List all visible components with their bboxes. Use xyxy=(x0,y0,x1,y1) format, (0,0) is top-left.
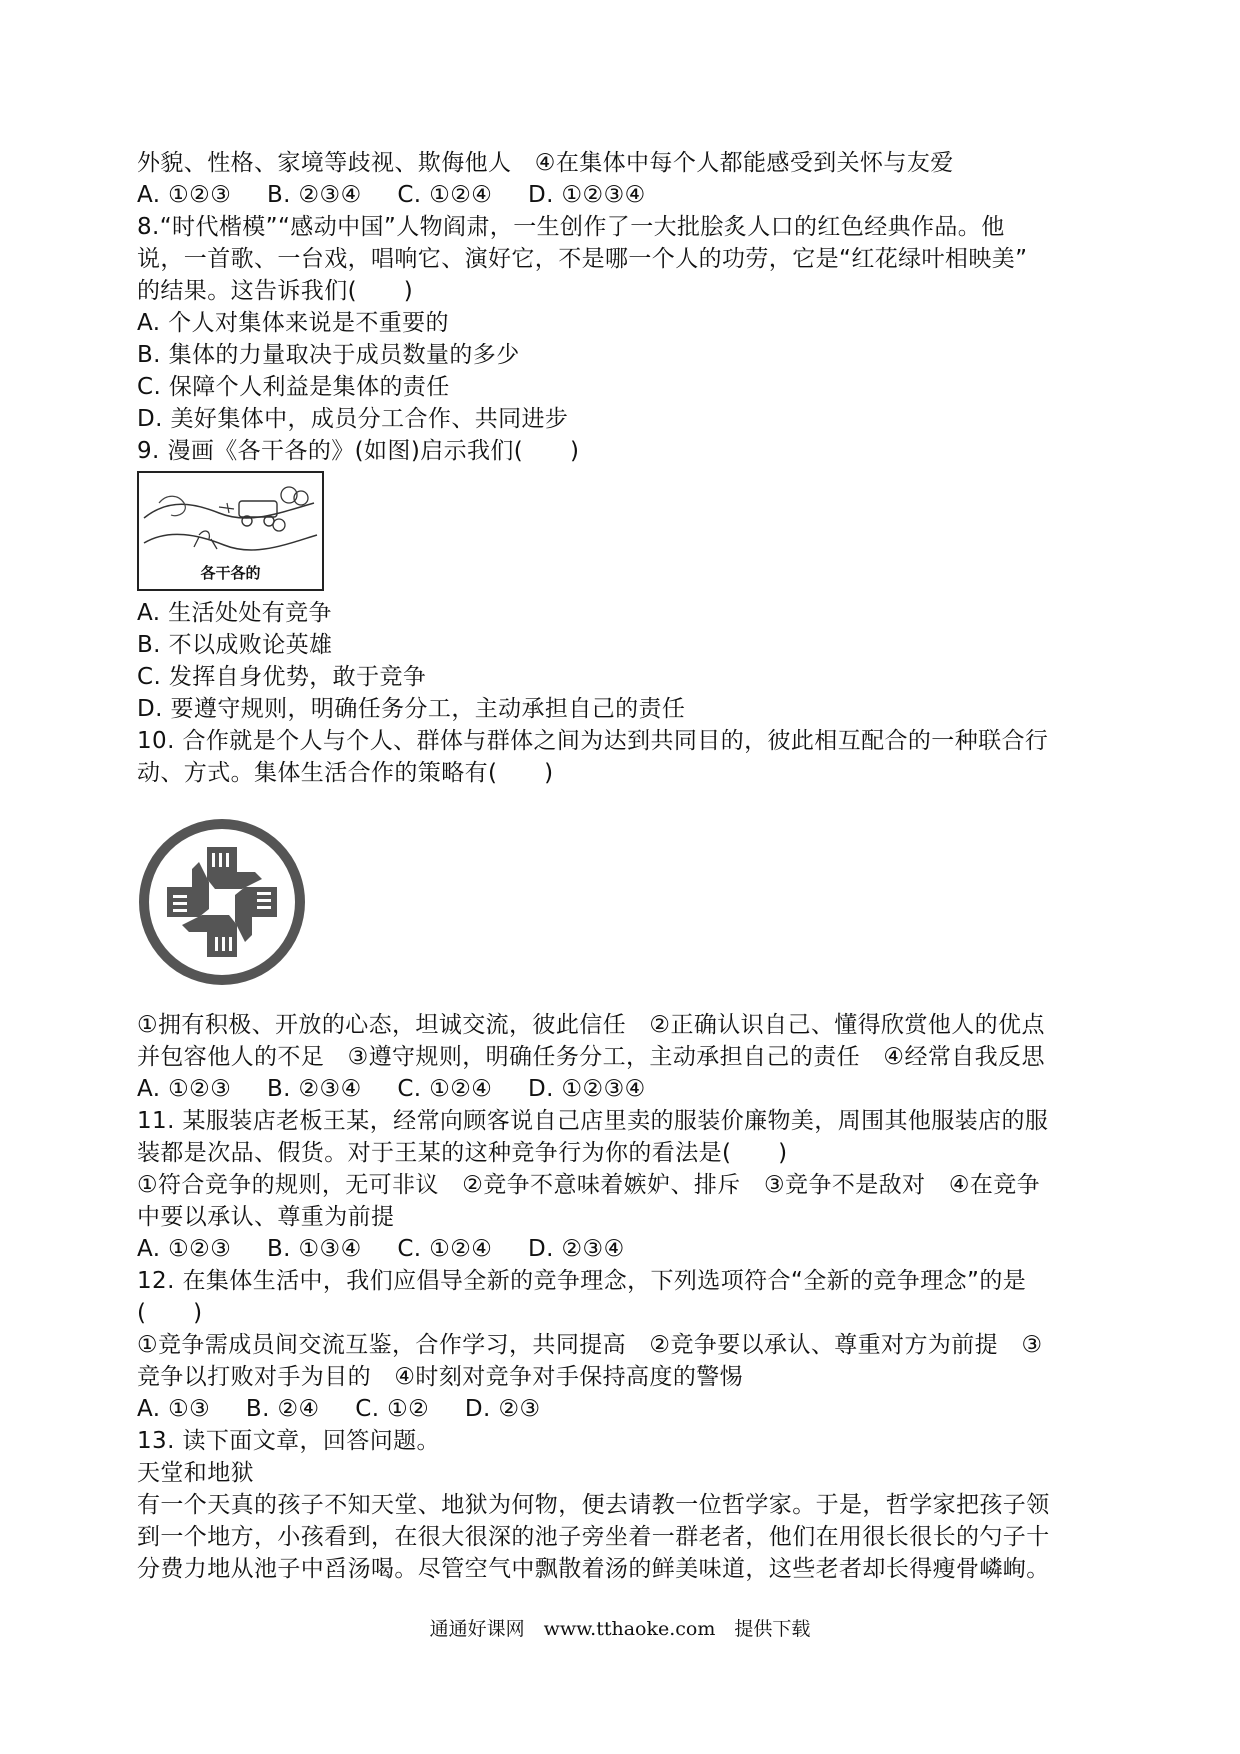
option-a: A. ①②③ xyxy=(137,1236,232,1262)
q9-option-d: D. 要遵守规则，明确任务分工，主动承担自己的责任 xyxy=(137,696,686,722)
option-a: A. ①②③ xyxy=(137,1076,232,1102)
question-13 xyxy=(137,1425,1112,1585)
q7-options xyxy=(137,179,1112,211)
option-b: B. ②④ xyxy=(245,1396,320,1422)
q10-item-line: 并包容他人的不足 ③遵守规则，明确任务分工，主动承担自己的责任 ④经常自我反思 xyxy=(137,1044,1045,1070)
q8-option-b: B. 集体的力量取决于成员数量的多少 xyxy=(137,342,520,368)
question-12 xyxy=(137,1265,1112,1425)
q8-option-d: D. 美好集体中，成员分工合作、共同进步 xyxy=(137,406,569,432)
question-10 xyxy=(137,725,1112,1105)
option-b: B. ②③④ xyxy=(266,182,362,208)
page-footer: 通通好课网 www.tthaoke.com 提供下载 xyxy=(429,1618,811,1640)
q12-line: 12. 在集体生活中，我们应倡导全新的竞争理念，下列选项符合“全新的竞争理念”的是 xyxy=(137,1268,1027,1294)
option-d: D. ①②③④ xyxy=(528,182,646,208)
q11-options xyxy=(137,1233,1112,1265)
cooperation-hands-figure xyxy=(137,817,307,987)
q10-stem-line: 10. 合作就是个人与个人、群体与群体之间为达到共同目的，彼此相互配合的一种联合行 xyxy=(137,728,1049,754)
option-a: A. ①③ xyxy=(137,1396,211,1422)
q11-line: 中要以承认、尊重为前提 xyxy=(137,1204,395,1230)
q8-line: 的结果。这告诉我们( ) xyxy=(137,278,414,304)
passage-title: 天堂和地狱 xyxy=(137,1460,254,1486)
q11-line: 11. 某服装店老板王某，经常向顾客说自己店里卖的服装价廉物美，周围其他服装店的服 xyxy=(137,1108,1049,1134)
q8-option-c: C. 保障个人利益是集体的责任 xyxy=(137,374,450,400)
q10-options xyxy=(137,1073,1112,1105)
q10-stem-line: 动、方式。集体生活合作的策略有( ) xyxy=(137,760,554,786)
option-b: B. ①③④ xyxy=(266,1236,362,1262)
question-9 xyxy=(137,435,1112,725)
q12-line: 竞争以打败对手为目的 ④时刻对竞争对手保持高度的警惕 xyxy=(137,1364,744,1390)
passage-line: 到一个地方，小孩看到，在很大很深的池子旁坐着一群老者，他们在用很长很长的勺子十 xyxy=(137,1524,1050,1550)
question-8 xyxy=(137,211,1112,435)
q12-line: ( ) xyxy=(137,1300,203,1326)
q13-stem: 13. 读下面文章，回答问题。 xyxy=(137,1428,440,1454)
option-d: D. ①②③④ xyxy=(528,1076,646,1102)
q11-line: 装都是次品、假货。对于王某的这种竞争行为你的看法是( ) xyxy=(137,1140,788,1166)
cartoon-figure xyxy=(137,471,324,591)
page-content xyxy=(137,147,1112,1585)
hands-logo-icon xyxy=(137,817,307,987)
q12-options xyxy=(137,1393,1112,1425)
option-b: B. ②③④ xyxy=(266,1076,362,1102)
q9-stem: 9. 漫画《各干各的》(如图)启示我们( ) xyxy=(137,438,580,464)
cartoon-caption: 各干各的 xyxy=(200,564,261,582)
q10-item-line: ①拥有积极、开放的心态，坦诚交流，彼此信任 ②正确认识自己、懂得欣赏他人的优点 xyxy=(137,1012,1045,1038)
passage-line: 有一个天真的孩子不知天堂、地狱为何物，便去请教一位哲学家。于是，哲学家把孩子领 xyxy=(137,1492,1050,1518)
q7-continuation: 外貌、性格、家境等歧视、欺侮他人 ④在集体中每个人都能感受到关怀与友爱 xyxy=(137,150,954,176)
q9-option-a: A. 生活处处有竞争 xyxy=(137,600,332,626)
option-c: C. ①②④ xyxy=(397,1236,493,1262)
option-c: C. ①② xyxy=(355,1396,430,1422)
q8-line: 8.“时代楷模”“感动中国”人物阎肃，一生创作了一大批脍炙人口的红色经典作品。他 xyxy=(137,214,1005,240)
q9-option-b: B. 不以成败论英雄 xyxy=(137,632,333,658)
q9-option-c: C. 发挥自身优势，敢于竞争 xyxy=(137,664,427,690)
q8-option-a: A. 个人对集体来说是不重要的 xyxy=(137,310,449,336)
q8-line: 说，一首歌、一台戏，唱响它、演好它，不是哪一个人的功劳，它是“红花绿叶相映美” xyxy=(137,246,1028,272)
q12-line: ①竞争需成员间交流互鉴，合作学习，共同提高 ②竞争要以承认、尊重对方为前提 ③ xyxy=(137,1332,1043,1358)
question-11 xyxy=(137,1105,1112,1265)
option-c: C. ①②④ xyxy=(397,182,493,208)
q11-line: ①符合竞争的规则，无可非议 ②竞争不意味着嫉妒、排斥 ③竞争不是敌对 ④在竞争 xyxy=(137,1172,1041,1198)
option-d: D. ②③④ xyxy=(528,1236,625,1262)
option-a: A. ①②③ xyxy=(137,182,232,208)
option-c: C. ①②④ xyxy=(397,1076,493,1102)
option-d: D. ②③ xyxy=(464,1396,541,1422)
passage-line: 分费力地从池子中舀汤喝。尽管空气中飘散着汤的鲜美味道，这些老者却长得瘦骨嶙峋。 xyxy=(137,1556,1050,1582)
